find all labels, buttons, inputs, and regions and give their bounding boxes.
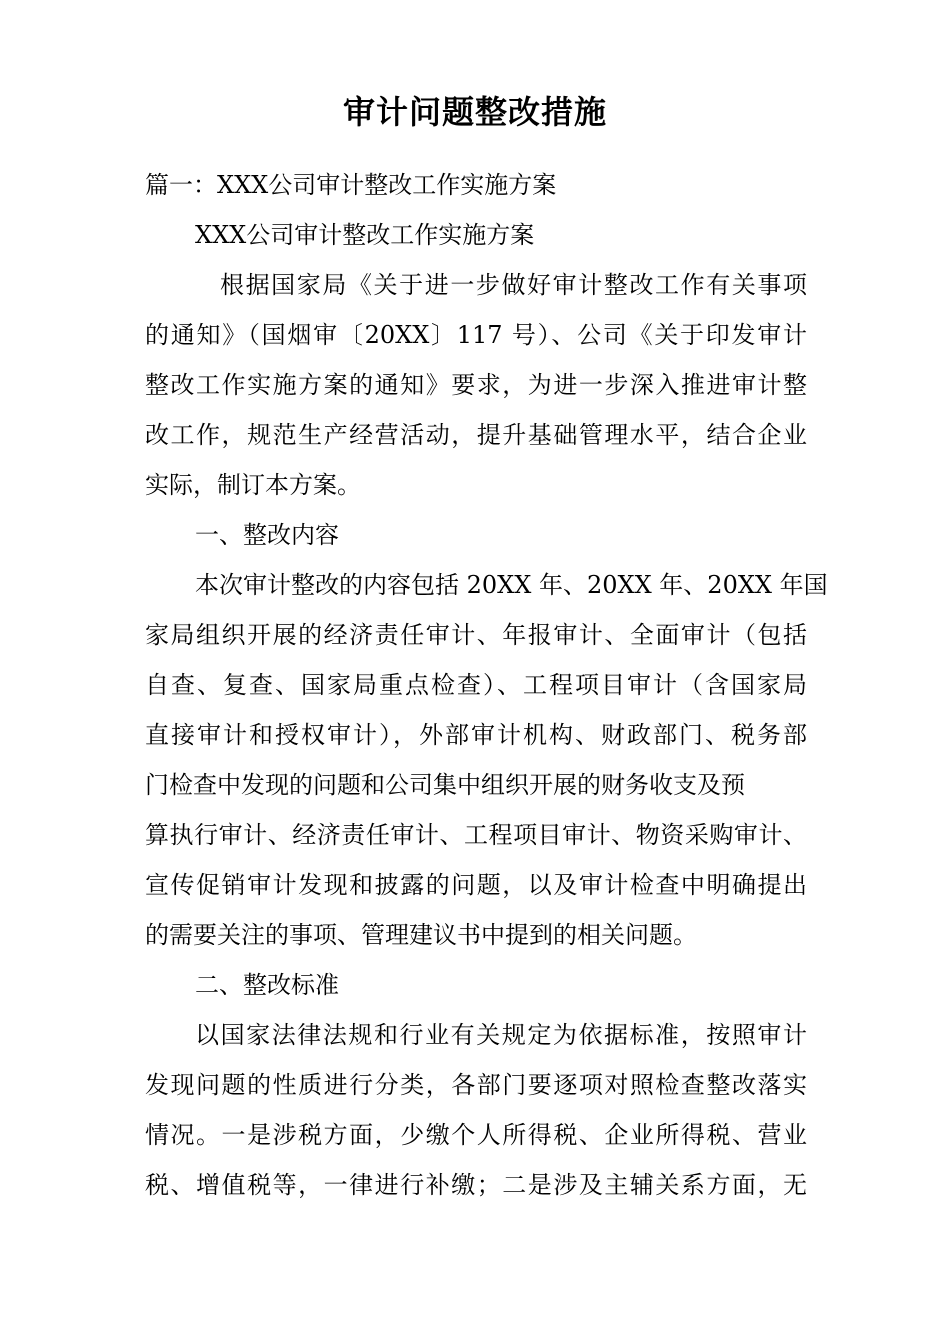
paragraph-line: 直接审计和授权审计），外部审计机构、财政部门、税务部 (145, 721, 807, 749)
paragraph-line: XXX公司审计整改工作实施方案 (195, 221, 535, 249)
paragraph-line: 篇一：XXX公司审计整改工作实施方案 (145, 171, 557, 199)
paragraph-line: 发现问题的性质进行分类，各部门要逐项对照检查整改落实 (145, 1071, 807, 1099)
paragraph-line: 实际，制订本方案。 (145, 471, 361, 499)
paragraph-line: 的通知》（国烟审〔20XX〕117 号）、公司《关于印发审计 (145, 321, 807, 349)
paragraph-line: 整改工作实施方案的通知》要求，为进一步深入推进审计整 (145, 371, 807, 399)
paragraph-line: 家局组织开展的经济责任审计、年报审计、全面审计（包括 (145, 621, 807, 649)
paragraph-line: 本次审计整改的内容包括 20XX 年、20XX 年、20XX 年国 (195, 571, 828, 599)
paragraph-line: 二、整改标准 (195, 971, 339, 999)
paragraph-line: 情况。一是涉税方面，少缴个人所得税、企业所得税、营业 (145, 1121, 807, 1149)
paragraph-line: 根据国家局《关于进一步做好审计整改工作有关事项 (220, 271, 807, 299)
paragraph-line: 改工作，规范生产经营活动，提升基础管理水平，结合企业 (145, 421, 807, 449)
paragraph-line: 宣传促销审计发现和披露的问题，以及审计检查中明确提出 (145, 871, 807, 899)
paragraph-line: 自查、复查、国家局重点检查）、工程项目审计（含国家局 (145, 671, 807, 699)
paragraph-line: 一、整改内容 (195, 521, 339, 549)
paragraph-line: 的需要关注的事项、管理建议书中提到的相关问题。 (145, 921, 697, 949)
paragraph-line: 税、增值税等，一律进行补缴；二是涉及主辅关系方面，无 (145, 1171, 807, 1199)
paragraph-line: 以国家法律法规和行业有关规定为依据标准，按照审计 (195, 1021, 807, 1049)
document-body (145, 160, 828, 1210)
paragraph-line: 门检查中发现的问题和公司集中组织开展的财务收支及预 (145, 771, 745, 799)
paragraph-line: 算执行审计、经济责任审计、工程项目审计、物资采购审计、 (145, 821, 807, 849)
document-title: 审计问题整改措施 (342, 93, 607, 131)
